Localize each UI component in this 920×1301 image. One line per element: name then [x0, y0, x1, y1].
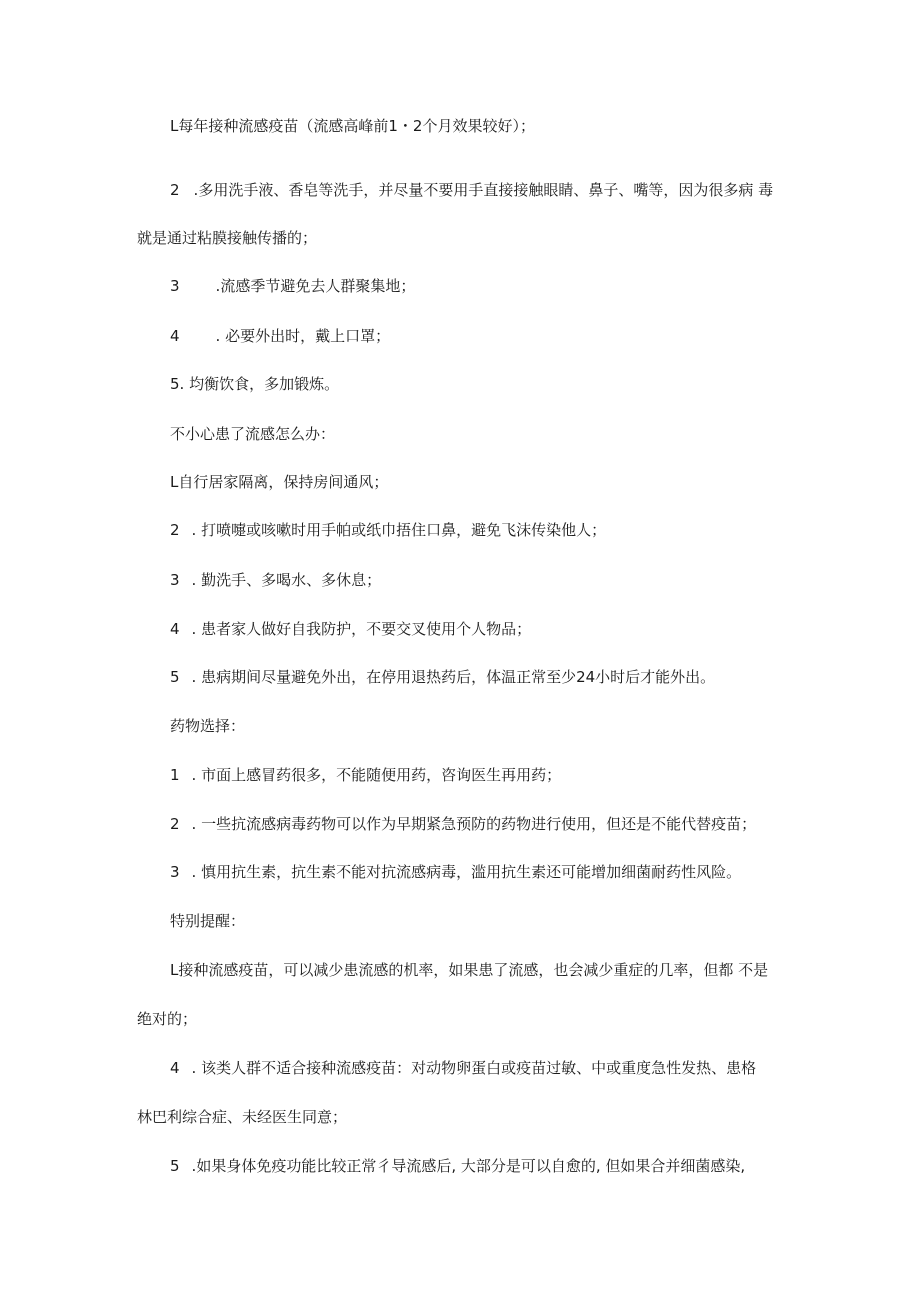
if-sick-heading-text: 不小心患了流感怎么办：	[170, 425, 336, 443]
if-sick-item-1	[170, 472, 388, 492]
medicine-item-1-number: 1	[170, 766, 180, 784]
medicine-item-1	[170, 765, 561, 785]
medicine-item-2-text: . 一些抗流感病毒药物可以作为早期紧急预防的药物进行使用，但还是不能代替疫苗；	[191, 815, 757, 833]
medicine-item-2-number: 2	[170, 815, 180, 833]
prevention-item-4-number: 4	[170, 327, 180, 345]
if-sick-item-5	[170, 667, 715, 687]
prevention-item-2-text: .多用洗手液、香皂等洗手，并尽量不要用手直接接触眼睛、鼻子、嘴等，因为很多病 毒	[193, 181, 774, 199]
prevention-item-3-number: 3	[170, 277, 180, 295]
if-sick-item-3-number: 3	[170, 571, 180, 589]
medicine-item-1-text: . 市面上感冒药很多，不能随便用药，咨询医生再用药；	[191, 766, 562, 784]
reminder-item-4-continuation	[137, 1107, 347, 1127]
prevention-item-4-text: . 必要外出时，戴上口罩；	[215, 327, 391, 345]
medicine-heading-text: 药物选择：	[170, 717, 246, 735]
medicine-item-3-text: . 慎用抗生素，抗生素不能对抗流感病毒，滥用抗生素还可能增加细菌耐药性风险。	[191, 863, 742, 881]
reminder-item-1-continuation	[137, 1009, 197, 1029]
if-sick-item-5-number: 5	[170, 668, 180, 686]
prevention-item-5	[170, 374, 339, 394]
prevention-item-3-text: .流感季节避免去人群聚集地；	[215, 277, 416, 295]
if-sick-item-1-text: L自行居家隔离，保持房间通风；	[170, 473, 389, 491]
medicine-heading	[170, 716, 245, 736]
prevention-item-2-number: 2	[170, 181, 180, 199]
reminder-item-1-text: L接种流感疫苗，可以减少患流感的机率，如果患了流感，也会减少重症的几率，但都 不是	[170, 961, 769, 979]
reminder-item-1-text-continued: 绝对的；	[137, 1010, 198, 1028]
reminder-item-4	[170, 1058, 756, 1078]
prevention-item-1	[170, 116, 535, 136]
if-sick-item-2-text: . 打喷嚏或咳嗽时用手帕或纸巾捂住口鼻，避免飞沫传染他人；	[191, 521, 607, 539]
reminder-heading	[170, 911, 245, 931]
medicine-item-2	[170, 814, 756, 834]
prevention-item-2-continuation	[137, 228, 317, 248]
reminder-item-5-text: .如果身体免疫功能比较正常彳导流感后, 大部分是可以自愈的, 但如果合并细菌感染,	[191, 1157, 746, 1175]
medicine-item-3	[170, 862, 741, 882]
reminder-item-4-text-continued: 林巴利综合症、未经医生同意；	[137, 1108, 348, 1126]
reminder-item-1	[170, 960, 768, 980]
prevention-item-4	[170, 326, 390, 346]
if-sick-item-4-number: 4	[170, 620, 180, 638]
prevention-item-5-text: 5. 均衡饮食，多加锻炼。	[170, 375, 340, 393]
reminder-item-5	[170, 1156, 745, 1176]
if-sick-item-3	[170, 570, 381, 590]
reminder-item-4-number: 4	[170, 1059, 180, 1077]
if-sick-item-2-number: 2	[170, 521, 180, 539]
reminder-heading-text: 特别提醒：	[170, 912, 246, 930]
prevention-item-2	[170, 180, 773, 200]
if-sick-item-5-text: . 患病期间尽量避免外出，在停用退热药后，体温正常至少24小时后才能外出。	[191, 668, 716, 686]
reminder-item-4-text: . 该类人群不适合接种流感疫苗：对动物卵蛋白或疫苗过敏、中或重度急性发热、患格	[191, 1059, 757, 1077]
prevention-item-2-text-continued: 就是通过粘膜接触传播的；	[137, 229, 318, 247]
if-sick-item-3-text: . 勤洗手、多喝水、多休息；	[191, 571, 382, 589]
if-sick-item-4	[170, 619, 531, 639]
reminder-item-5-number: 5	[170, 1157, 180, 1175]
if-sick-heading	[170, 424, 335, 444]
prevention-item-3	[170, 276, 415, 296]
if-sick-item-2	[170, 520, 606, 540]
prevention-item-1-text: L每年接种流感疫苗（流感高峰前1・2个月效果较好）；	[170, 117, 535, 135]
medicine-item-3-number: 3	[170, 863, 180, 881]
if-sick-item-4-text: . 患者家人做好自我防护，不要交叉使用个人物品；	[191, 620, 532, 638]
